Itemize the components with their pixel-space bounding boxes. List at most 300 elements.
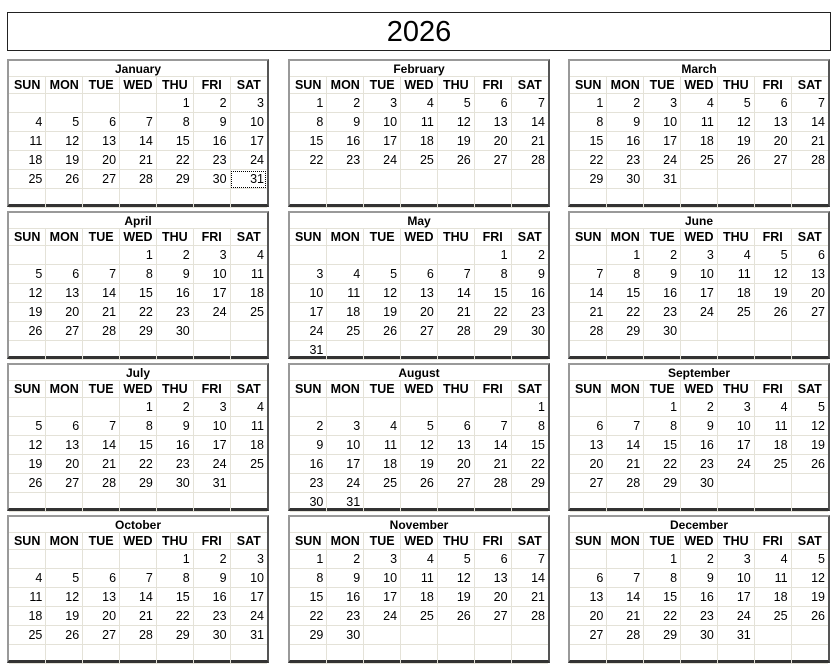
empty-cell[interactable] xyxy=(754,645,791,664)
empty-cell[interactable] xyxy=(401,493,438,512)
day-cell[interactable]: 28 xyxy=(120,626,157,645)
empty-cell[interactable] xyxy=(364,341,401,360)
empty-cell[interactable] xyxy=(717,474,754,493)
weekday-header[interactable]: THU xyxy=(156,381,193,398)
day-cell[interactable]: 24 xyxy=(717,607,754,626)
day-cell[interactable]: 5 xyxy=(46,113,83,132)
empty-cell[interactable] xyxy=(120,94,157,113)
empty-cell[interactable] xyxy=(437,398,474,417)
day-cell[interactable]: 10 xyxy=(230,113,267,132)
weekday-header[interactable]: WED xyxy=(120,381,157,398)
day-cell[interactable]: 22 xyxy=(511,455,548,474)
day-cell[interactable]: 21 xyxy=(511,588,548,607)
weekday-header[interactable]: WED xyxy=(681,77,718,94)
day-cell[interactable]: 31 xyxy=(644,170,681,189)
day-cell[interactable]: 19 xyxy=(9,303,46,322)
day-cell[interactable]: 25 xyxy=(230,455,267,474)
day-cell[interactable]: 12 xyxy=(9,436,46,455)
empty-cell[interactable] xyxy=(681,341,718,360)
day-cell[interactable]: 5 xyxy=(791,550,828,569)
day-cell[interactable]: 17 xyxy=(230,132,267,151)
empty-cell[interactable] xyxy=(364,246,401,265)
day-cell[interactable]: 25 xyxy=(754,455,791,474)
day-cell[interactable]: 10 xyxy=(644,113,681,132)
empty-cell[interactable] xyxy=(474,341,511,360)
day-cell[interactable]: 15 xyxy=(156,132,193,151)
empty-cell[interactable] xyxy=(401,246,438,265)
empty-cell[interactable] xyxy=(156,341,193,360)
day-cell[interactable]: 26 xyxy=(9,474,46,493)
day-cell[interactable]: 17 xyxy=(364,132,401,151)
day-cell[interactable]: 26 xyxy=(754,303,791,322)
empty-cell[interactable] xyxy=(193,645,230,664)
empty-cell[interactable] xyxy=(644,493,681,512)
weekday-header[interactable]: MON xyxy=(327,533,364,550)
empty-cell[interactable] xyxy=(511,189,548,208)
day-cell[interactable]: 29 xyxy=(120,474,157,493)
day-cell[interactable]: 17 xyxy=(327,455,364,474)
empty-cell[interactable] xyxy=(290,170,327,189)
empty-cell[interactable] xyxy=(193,493,230,512)
day-cell[interactable]: 21 xyxy=(83,303,120,322)
day-cell[interactable]: 18 xyxy=(717,284,754,303)
weekday-header[interactable]: SAT xyxy=(230,77,267,94)
day-cell[interactable]: 29 xyxy=(474,322,511,341)
day-cell[interactable]: 17 xyxy=(193,284,230,303)
empty-cell[interactable] xyxy=(9,550,46,569)
day-cell[interactable]: 28 xyxy=(83,474,120,493)
empty-cell[interactable] xyxy=(364,626,401,645)
empty-cell[interactable] xyxy=(83,493,120,512)
day-cell[interactable]: 9 xyxy=(644,265,681,284)
day-cell[interactable]: 3 xyxy=(193,246,230,265)
day-cell[interactable]: 19 xyxy=(437,132,474,151)
empty-cell[interactable] xyxy=(754,170,791,189)
day-cell[interactable]: 20 xyxy=(83,151,120,170)
empty-cell[interactable] xyxy=(83,246,120,265)
day-cell[interactable]: 16 xyxy=(681,588,718,607)
day-cell[interactable]: 14 xyxy=(511,113,548,132)
empty-cell[interactable] xyxy=(230,341,267,360)
weekday-header[interactable]: SUN xyxy=(9,381,46,398)
weekday-header[interactable]: WED xyxy=(120,229,157,246)
day-cell[interactable]: 8 xyxy=(290,569,327,588)
day-cell[interactable]: 7 xyxy=(570,265,607,284)
day-cell[interactable]: 21 xyxy=(511,132,548,151)
day-cell[interactable]: 29 xyxy=(156,626,193,645)
empty-cell[interactable] xyxy=(607,493,644,512)
weekday-header[interactable]: TUE xyxy=(364,229,401,246)
weekday-header[interactable]: SAT xyxy=(511,533,548,550)
empty-cell[interactable] xyxy=(791,170,828,189)
weekday-header[interactable]: SUN xyxy=(290,77,327,94)
weekday-header[interactable]: THU xyxy=(717,229,754,246)
weekday-header[interactable]: FRI xyxy=(193,381,230,398)
day-cell[interactable]: 24 xyxy=(364,151,401,170)
empty-cell[interactable] xyxy=(474,170,511,189)
empty-cell[interactable] xyxy=(570,246,607,265)
day-cell[interactable]: 16 xyxy=(193,588,230,607)
day-cell[interactable]: 17 xyxy=(364,588,401,607)
day-cell[interactable]: 20 xyxy=(791,284,828,303)
weekday-header[interactable]: WED xyxy=(401,381,438,398)
empty-cell[interactable] xyxy=(570,398,607,417)
weekday-header[interactable]: MON xyxy=(607,229,644,246)
day-cell[interactable]: 21 xyxy=(607,607,644,626)
day-cell[interactable]: 29 xyxy=(511,474,548,493)
day-cell[interactable]: 23 xyxy=(511,303,548,322)
empty-cell[interactable] xyxy=(46,341,83,360)
empty-cell[interactable] xyxy=(791,493,828,512)
day-cell[interactable]: 7 xyxy=(83,417,120,436)
day-cell[interactable]: 2 xyxy=(193,550,230,569)
empty-cell[interactable] xyxy=(364,493,401,512)
weekday-header[interactable]: MON xyxy=(327,381,364,398)
weekday-header[interactable]: THU xyxy=(437,381,474,398)
day-cell[interactable]: 14 xyxy=(511,569,548,588)
day-cell[interactable]: 30 xyxy=(681,474,718,493)
weekday-header[interactable]: SUN xyxy=(9,77,46,94)
empty-cell[interactable] xyxy=(156,493,193,512)
day-cell[interactable]: 23 xyxy=(193,151,230,170)
empty-cell[interactable] xyxy=(120,493,157,512)
day-cell[interactable]: 24 xyxy=(327,474,364,493)
day-cell[interactable]: 19 xyxy=(9,455,46,474)
month-name[interactable]: March xyxy=(570,61,828,77)
weekday-header[interactable]: WED xyxy=(120,533,157,550)
day-cell[interactable]: 12 xyxy=(754,265,791,284)
empty-cell[interactable] xyxy=(290,189,327,208)
weekday-header[interactable]: THU xyxy=(437,77,474,94)
day-cell[interactable]: 23 xyxy=(290,474,327,493)
day-cell[interactable]: 24 xyxy=(681,303,718,322)
weekday-header[interactable]: TUE xyxy=(644,381,681,398)
weekday-header[interactable]: SAT xyxy=(230,229,267,246)
day-cell[interactable]: 15 xyxy=(290,588,327,607)
empty-cell[interactable] xyxy=(681,189,718,208)
day-cell[interactable]: 16 xyxy=(644,284,681,303)
empty-cell[interactable] xyxy=(9,189,46,208)
day-cell[interactable]: 1 xyxy=(511,398,548,417)
day-cell[interactable]: 16 xyxy=(156,436,193,455)
day-cell[interactable]: 20 xyxy=(83,607,120,626)
day-cell[interactable]: 13 xyxy=(46,284,83,303)
day-cell[interactable]: 28 xyxy=(570,322,607,341)
empty-cell[interactable] xyxy=(570,550,607,569)
weekday-header[interactable]: MON xyxy=(46,381,83,398)
weekday-header[interactable]: THU xyxy=(717,77,754,94)
empty-cell[interactable] xyxy=(120,645,157,664)
empty-cell[interactable] xyxy=(9,645,46,664)
day-cell[interactable]: 6 xyxy=(401,265,438,284)
day-cell[interactable]: 12 xyxy=(437,113,474,132)
day-cell[interactable]: 26 xyxy=(791,455,828,474)
day-cell[interactable]: 16 xyxy=(607,132,644,151)
weekday-header[interactable]: THU xyxy=(156,77,193,94)
day-cell[interactable]: 1 xyxy=(474,246,511,265)
day-cell[interactable]: 9 xyxy=(327,113,364,132)
weekday-header[interactable]: SUN xyxy=(290,229,327,246)
day-cell[interactable]: 21 xyxy=(607,455,644,474)
weekday-header[interactable]: FRI xyxy=(754,381,791,398)
empty-cell[interactable] xyxy=(717,341,754,360)
day-cell[interactable]: 7 xyxy=(511,94,548,113)
empty-cell[interactable] xyxy=(230,474,267,493)
empty-cell[interactable] xyxy=(46,189,83,208)
empty-cell[interactable] xyxy=(681,322,718,341)
empty-cell[interactable] xyxy=(791,645,828,664)
weekday-header[interactable]: SAT xyxy=(791,229,828,246)
day-cell[interactable]: 21 xyxy=(437,303,474,322)
day-cell[interactable]: 10 xyxy=(290,284,327,303)
day-cell[interactable]: 4 xyxy=(230,246,267,265)
day-cell[interactable]: 4 xyxy=(717,246,754,265)
day-cell[interactable]: 19 xyxy=(437,588,474,607)
day-cell[interactable]: 3 xyxy=(364,550,401,569)
day-cell[interactable]: 25 xyxy=(327,322,364,341)
day-cell[interactable]: 27 xyxy=(791,303,828,322)
day-cell[interactable]: 15 xyxy=(570,132,607,151)
day-cell[interactable]: 22 xyxy=(290,151,327,170)
day-cell[interactable]: 20 xyxy=(754,132,791,151)
day-cell[interactable]: 3 xyxy=(327,417,364,436)
day-cell[interactable]: 27 xyxy=(437,474,474,493)
day-cell[interactable]: 6 xyxy=(83,569,120,588)
day-cell[interactable]: 25 xyxy=(401,151,438,170)
day-cell[interactable]: 28 xyxy=(120,170,157,189)
empty-cell[interactable] xyxy=(120,189,157,208)
empty-cell[interactable] xyxy=(364,189,401,208)
day-cell[interactable]: 17 xyxy=(681,284,718,303)
day-cell[interactable]: 18 xyxy=(230,284,267,303)
weekday-header[interactable]: THU xyxy=(437,533,474,550)
day-cell[interactable]: 25 xyxy=(230,303,267,322)
month-name[interactable]: May xyxy=(290,213,548,229)
day-cell[interactable]: 27 xyxy=(754,151,791,170)
day-cell[interactable]: 12 xyxy=(717,113,754,132)
day-cell[interactable]: 11 xyxy=(681,113,718,132)
day-cell[interactable]: 14 xyxy=(83,436,120,455)
empty-cell[interactable] xyxy=(474,493,511,512)
day-cell[interactable]: 9 xyxy=(290,436,327,455)
empty-cell[interactable] xyxy=(230,493,267,512)
day-cell[interactable]: 4 xyxy=(9,569,46,588)
day-cell[interactable]: 21 xyxy=(83,455,120,474)
day-cell[interactable]: 17 xyxy=(717,436,754,455)
day-cell[interactable]: 24 xyxy=(230,151,267,170)
weekday-header[interactable]: FRI xyxy=(474,77,511,94)
day-cell[interactable]: 27 xyxy=(570,626,607,645)
weekday-header[interactable]: SAT xyxy=(791,533,828,550)
day-cell[interactable]: 19 xyxy=(791,588,828,607)
day-cell[interactable]: 14 xyxy=(570,284,607,303)
day-cell[interactable]: 8 xyxy=(290,113,327,132)
day-cell[interactable]: 12 xyxy=(437,569,474,588)
weekday-header[interactable]: SUN xyxy=(570,381,607,398)
day-cell[interactable]: 1 xyxy=(156,94,193,113)
weekday-header[interactable]: TUE xyxy=(644,229,681,246)
day-cell[interactable]: 22 xyxy=(607,303,644,322)
day-cell[interactable]: 10 xyxy=(681,265,718,284)
weekday-header[interactable]: MON xyxy=(607,381,644,398)
day-cell[interactable]: 10 xyxy=(364,113,401,132)
empty-cell[interactable] xyxy=(437,626,474,645)
day-cell[interactable]: 3 xyxy=(290,265,327,284)
day-cell[interactable]: 22 xyxy=(120,303,157,322)
day-cell[interactable]: 13 xyxy=(570,436,607,455)
day-cell[interactable]: 7 xyxy=(607,569,644,588)
empty-cell[interactable] xyxy=(364,170,401,189)
day-cell[interactable]: 23 xyxy=(607,151,644,170)
day-cell[interactable]: 10 xyxy=(327,436,364,455)
day-cell[interactable]: 14 xyxy=(83,284,120,303)
day-cell[interactable]: 14 xyxy=(791,113,828,132)
empty-cell[interactable] xyxy=(120,550,157,569)
day-cell[interactable]: 6 xyxy=(46,417,83,436)
day-cell[interactable]: 9 xyxy=(193,113,230,132)
day-cell[interactable]: 3 xyxy=(193,398,230,417)
empty-cell[interactable] xyxy=(230,322,267,341)
empty-cell[interactable] xyxy=(717,493,754,512)
day-cell[interactable]: 5 xyxy=(717,94,754,113)
empty-cell[interactable] xyxy=(607,341,644,360)
day-cell[interactable]: 4 xyxy=(401,550,438,569)
day-cell[interactable]: 30 xyxy=(156,474,193,493)
day-cell[interactable]: 9 xyxy=(327,569,364,588)
day-cell[interactable]: 2 xyxy=(511,246,548,265)
weekday-header[interactable]: FRI xyxy=(474,381,511,398)
day-cell[interactable]: 5 xyxy=(791,398,828,417)
day-cell[interactable]: 25 xyxy=(364,474,401,493)
day-cell[interactable]: 16 xyxy=(327,588,364,607)
day-cell[interactable]: 13 xyxy=(83,132,120,151)
day-cell[interactable]: 30 xyxy=(193,170,230,189)
day-cell[interactable]: 24 xyxy=(230,607,267,626)
day-cell[interactable]: 16 xyxy=(681,436,718,455)
day-cell[interactable]: 26 xyxy=(46,170,83,189)
day-cell[interactable]: 2 xyxy=(681,398,718,417)
day-cell[interactable]: 1 xyxy=(570,94,607,113)
day-cell[interactable]: 5 xyxy=(401,417,438,436)
day-cell[interactable]: 22 xyxy=(570,151,607,170)
day-cell[interactable]: 8 xyxy=(607,265,644,284)
day-cell[interactable]: 24 xyxy=(290,322,327,341)
day-cell[interactable]: 21 xyxy=(120,607,157,626)
day-cell[interactable]: 15 xyxy=(511,436,548,455)
day-cell[interactable]: 26 xyxy=(46,626,83,645)
empty-cell[interactable] xyxy=(474,626,511,645)
month-name[interactable]: January xyxy=(9,61,267,77)
day-cell[interactable]: 28 xyxy=(607,626,644,645)
day-cell[interactable]: 1 xyxy=(156,550,193,569)
day-cell[interactable]: 28 xyxy=(511,151,548,170)
day-cell[interactable]: 13 xyxy=(754,113,791,132)
day-cell[interactable]: 5 xyxy=(9,265,46,284)
day-cell[interactable]: 16 xyxy=(193,132,230,151)
weekday-header[interactable]: SUN xyxy=(290,533,327,550)
day-cell[interactable]: 28 xyxy=(83,322,120,341)
day-cell[interactable]: 30 xyxy=(511,322,548,341)
empty-cell[interactable] xyxy=(9,94,46,113)
day-cell[interactable]: 15 xyxy=(607,284,644,303)
day-cell[interactable]: 29 xyxy=(570,170,607,189)
weekday-header[interactable]: TUE xyxy=(364,77,401,94)
day-cell[interactable]: 28 xyxy=(511,607,548,626)
day-cell[interactable]: 29 xyxy=(156,170,193,189)
day-cell[interactable]: 18 xyxy=(401,588,438,607)
day-cell[interactable]: 24 xyxy=(193,303,230,322)
empty-cell[interactable] xyxy=(570,341,607,360)
day-cell[interactable]: 18 xyxy=(401,132,438,151)
day-cell[interactable]: 19 xyxy=(791,436,828,455)
day-cell[interactable]: 30 xyxy=(644,322,681,341)
day-cell[interactable]: 19 xyxy=(364,303,401,322)
month-name[interactable]: August xyxy=(290,365,548,381)
weekday-header[interactable]: MON xyxy=(46,229,83,246)
day-cell[interactable]: 28 xyxy=(607,474,644,493)
day-cell[interactable]: 26 xyxy=(437,151,474,170)
day-cell[interactable]: 5 xyxy=(9,417,46,436)
day-cell[interactable]: 10 xyxy=(193,265,230,284)
empty-cell[interactable] xyxy=(83,189,120,208)
weekday-header[interactable]: FRI xyxy=(754,77,791,94)
day-cell[interactable]: 5 xyxy=(437,550,474,569)
day-cell[interactable]: 5 xyxy=(754,246,791,265)
day-cell[interactable]: 2 xyxy=(644,246,681,265)
day-cell[interactable]: 16 xyxy=(290,455,327,474)
day-cell[interactable]: 14 xyxy=(120,588,157,607)
day-cell[interactable]: 1 xyxy=(120,398,157,417)
weekday-header[interactable]: MON xyxy=(607,533,644,550)
empty-cell[interactable] xyxy=(607,550,644,569)
day-cell[interactable]: 27 xyxy=(570,474,607,493)
day-cell[interactable]: 19 xyxy=(754,284,791,303)
day-cell[interactable]: 18 xyxy=(364,455,401,474)
day-cell[interactable]: 2 xyxy=(156,398,193,417)
day-cell[interactable]: 25 xyxy=(9,626,46,645)
day-cell[interactable]: 2 xyxy=(290,417,327,436)
weekday-header[interactable]: THU xyxy=(437,229,474,246)
day-cell[interactable]: 3 xyxy=(644,94,681,113)
day-cell[interactable]: 16 xyxy=(156,284,193,303)
weekday-header[interactable]: SUN xyxy=(9,533,46,550)
day-cell[interactable]: 23 xyxy=(193,607,230,626)
empty-cell[interactable] xyxy=(644,341,681,360)
weekday-header[interactable]: SAT xyxy=(230,533,267,550)
day-cell[interactable]: 20 xyxy=(401,303,438,322)
empty-cell[interactable] xyxy=(193,189,230,208)
empty-cell[interactable] xyxy=(46,550,83,569)
day-cell[interactable]: 9 xyxy=(511,265,548,284)
empty-cell[interactable] xyxy=(570,493,607,512)
day-cell[interactable]: 13 xyxy=(474,113,511,132)
weekday-header[interactable]: SUN xyxy=(9,229,46,246)
empty-cell[interactable] xyxy=(754,322,791,341)
day-cell[interactable]: 11 xyxy=(230,417,267,436)
day-cell[interactable]: 10 xyxy=(230,569,267,588)
day-cell[interactable]: 14 xyxy=(607,588,644,607)
weekday-header[interactable]: THU xyxy=(717,381,754,398)
day-cell[interactable]: 1 xyxy=(120,246,157,265)
empty-cell[interactable] xyxy=(230,645,267,664)
weekday-header[interactable]: SUN xyxy=(570,229,607,246)
day-cell[interactable]: 18 xyxy=(327,303,364,322)
day-cell[interactable]: 1 xyxy=(290,550,327,569)
day-cell[interactable]: 7 xyxy=(120,569,157,588)
day-cell[interactable]: 10 xyxy=(717,417,754,436)
day-cell[interactable]: 30 xyxy=(327,626,364,645)
day-cell[interactable]: 15 xyxy=(644,588,681,607)
